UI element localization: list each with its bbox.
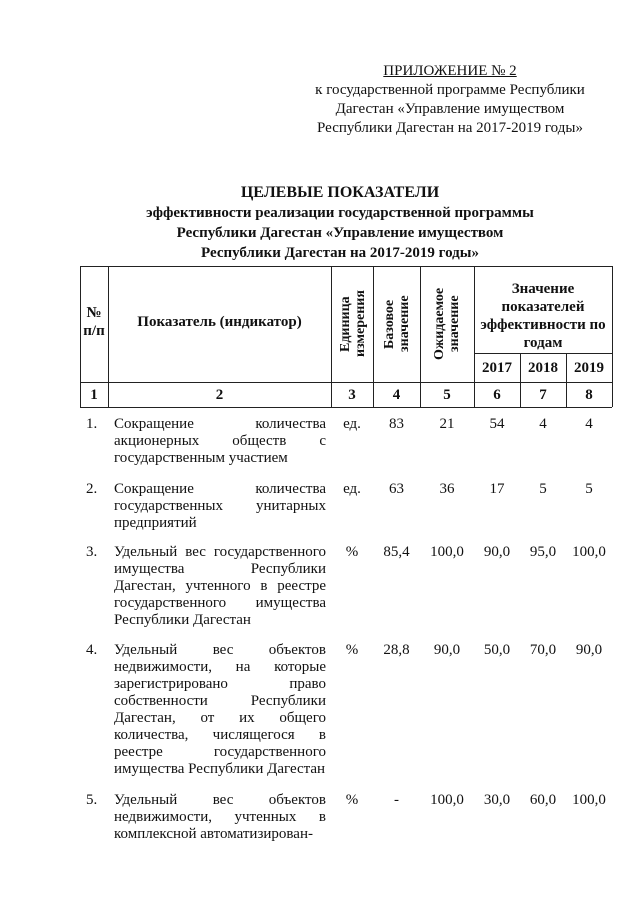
header-year-2019: 2019	[574, 360, 604, 376]
row-unit: %	[345, 792, 359, 808]
col-numbers-bottom-border	[80, 407, 612, 408]
row-expected: 90,0	[433, 642, 461, 658]
grid-v-4	[420, 266, 421, 407]
row-expected: 100,0	[430, 792, 464, 808]
grid-v-5	[474, 266, 475, 407]
header-year-2018: 2018	[528, 360, 558, 376]
row-indicator: Сокращение количества акционерных обществ с государственным участием	[114, 416, 326, 466]
row-indicator: Сокращение количества государственных унитарных предприятий	[114, 481, 326, 531]
row-number: 1.	[86, 416, 98, 432]
header-bottom-border	[80, 382, 612, 383]
row-2018: 5	[539, 481, 547, 497]
row-number: 3.	[86, 544, 98, 560]
col-number-7: 7	[539, 387, 547, 403]
appendix-heading: ПРИЛОЖЕНИЕ № 2	[383, 63, 517, 79]
row-unit: %	[345, 642, 359, 658]
grid-v-2	[331, 266, 332, 407]
appendix-line-2: Дагестан «Управление имуществом	[335, 101, 565, 117]
row-number: 2.	[86, 481, 98, 497]
row-unit: %	[345, 544, 359, 560]
row-2019: 100,0	[572, 792, 606, 808]
row-2017: 50,0	[483, 642, 511, 658]
row-base: 83	[389, 416, 404, 432]
row-2019: 4	[585, 416, 593, 432]
appendix-line-1: к государственной программе Республики	[315, 82, 585, 98]
header-base: Базовое значение	[382, 295, 412, 353]
row-base: -	[394, 792, 399, 808]
row-indicator: Удельный вес государственного имущества Республики Дагестан, учтенного в реестре государственного имущества Республики Дагестан	[114, 544, 326, 628]
row-2017: 30,0	[483, 792, 511, 808]
row-2018: 95,0	[529, 544, 557, 560]
row-expected: 100,0	[430, 544, 464, 560]
row-2017: 90,0	[483, 544, 511, 560]
row-number: 4.	[86, 642, 98, 658]
title-line-1: эффективности реализации государственной программы	[146, 205, 534, 221]
grid-v-3	[373, 266, 374, 407]
appendix-block	[300, 62, 600, 138]
row-indicator: Удельный вес объектов недвижимости, учтенных в комплексной автоматизирован-	[114, 792, 326, 842]
row-number: 5.	[86, 792, 98, 808]
years-separator	[474, 353, 612, 354]
title-main: ЦЕЛЕВЫЕ ПОКАЗАТЕЛИ	[240, 184, 440, 201]
col-number-2: 2	[215, 387, 224, 403]
row-2017: 17	[489, 481, 505, 497]
title-line-3: Республики Дагестан на 2017-2019 годы»	[201, 245, 479, 261]
col-number-8: 8	[585, 387, 593, 403]
row-base: 63	[389, 481, 404, 497]
row-base: 28,8	[383, 642, 410, 658]
header-values-group: Значение показателей эффективности по годам	[480, 281, 606, 351]
appendix-line-3: Республики Дагестан на 2017-2019 годы»	[317, 120, 583, 136]
row-2018: 60,0	[529, 792, 557, 808]
row-expected: 21	[439, 416, 455, 432]
header-unit: Единица измерения	[338, 290, 368, 358]
table-top-border	[80, 266, 612, 267]
grid-v-1	[108, 266, 109, 407]
row-2019: 100,0	[572, 544, 606, 560]
title-line-2: Республики Дагестан «Управление имуществом	[176, 225, 504, 241]
grid-v-8	[612, 266, 613, 407]
header-year-2017: 2017	[482, 360, 512, 376]
header-num: № п/п	[83, 305, 105, 339]
header-expected: Ожидаемое значение	[432, 287, 462, 361]
row-unit: ед.	[343, 481, 361, 497]
col-number-1: 1	[90, 387, 98, 403]
row-base: 85,4	[383, 544, 410, 560]
col-number-4: 4	[392, 387, 401, 403]
col-number-6: 6	[493, 387, 501, 403]
row-2018: 70,0	[529, 642, 557, 658]
document-title	[60, 183, 620, 263]
col-number-5: 5	[443, 387, 451, 403]
row-2019: 90,0	[575, 642, 603, 658]
row-unit: ед.	[343, 416, 361, 432]
row-2019: 5	[585, 481, 593, 497]
row-2018: 4	[539, 416, 547, 432]
row-indicator: Удельный вес объектов недвижимости, на которые зарегистрировано право собственности Республики Дагестан, от их общего количества, числящегося в реестре государственного имущества Республики Дагестан	[114, 642, 326, 777]
header-indicator: Показатель (индикатор)	[137, 314, 302, 330]
row-2017: 54	[489, 416, 505, 432]
row-expected: 36	[439, 481, 455, 497]
col-number-3: 3	[348, 387, 356, 403]
